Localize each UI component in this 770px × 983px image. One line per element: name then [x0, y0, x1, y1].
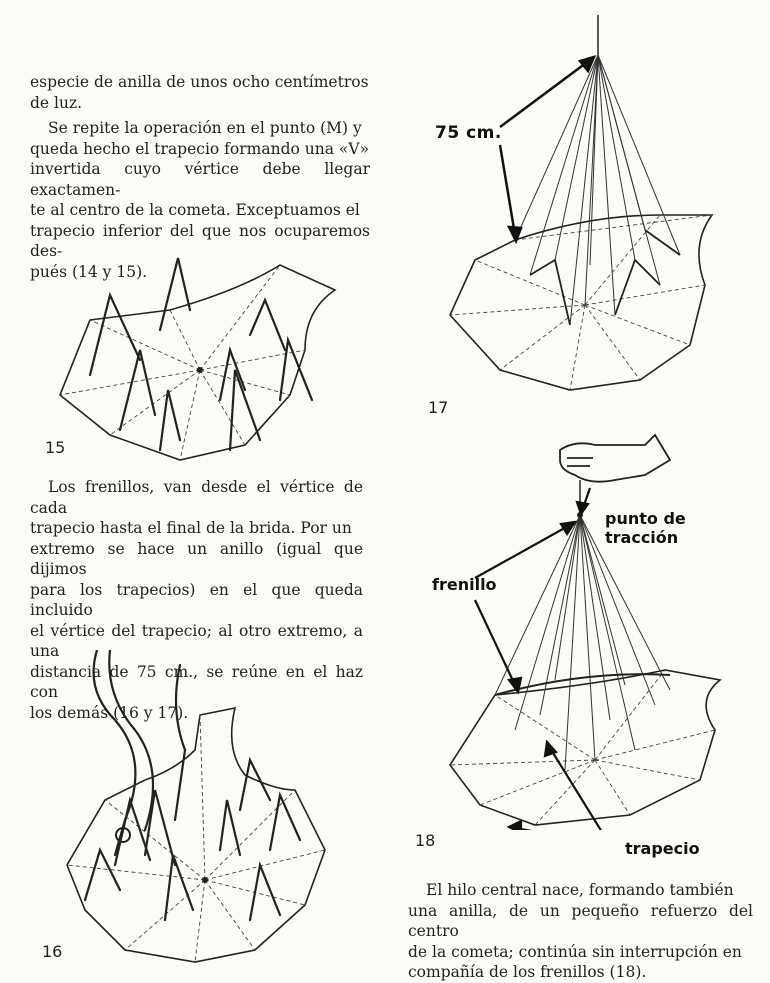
- text-line: el vértice del trapecio; al otro extremo, a una: [30, 621, 363, 660]
- text-line: para los trapecios) en el que queda incluido: [30, 580, 363, 619]
- text-line: una anilla, de un pequeño refuerzo del centro: [408, 901, 753, 940]
- figure-16-illustration: [55, 650, 345, 970]
- text-line: especie de anilla de unos ocho centímetros: [30, 73, 369, 91]
- text-line: invertida cuyo vértice debe llegar exactamen-: [30, 160, 370, 199]
- label-traccion: tracción: [605, 528, 679, 547]
- text-line: de la cometa; continúa sin interrupción en: [408, 942, 742, 961]
- figure-17-illustration: [420, 15, 730, 395]
- figure-17-number: 17: [428, 398, 449, 417]
- text-line: trapecio inferior del que nos ocuparemos des-: [30, 221, 370, 260]
- text-line: queda hecho el trapecio formando una «V»: [30, 139, 370, 158]
- text-line: Los frenillos, van desde el vértice de cada: [30, 478, 363, 517]
- kite-trapezes-drawing: [50, 250, 340, 465]
- figure-16-number: 16: [42, 942, 63, 961]
- label-frenillo: frenillo: [432, 575, 497, 594]
- paragraph-hilo-central: [408, 880, 753, 983]
- text-line: te al centro de la cometa. Exceptuamos el: [30, 201, 360, 219]
- text-line: extremo se hace un anillo (igual que dijimos: [30, 539, 363, 578]
- text-line: los demás (16 y 17).: [30, 703, 189, 722]
- text-line: distancia de 75 cm., se reúne en el haz con: [30, 662, 363, 701]
- label-punto-de: punto de: [605, 509, 686, 528]
- text-line: compañía de los frenillos (18).: [408, 963, 647, 981]
- label-75cm: 75 cm.: [435, 123, 502, 143]
- figure-15-illustration: [50, 250, 340, 465]
- paragraph-anilla: [30, 72, 370, 113]
- kite-bridle-lines-drawing: [55, 650, 345, 970]
- hand-drawing: [560, 435, 670, 482]
- kite-bridle-75cm-drawing: [420, 15, 730, 395]
- label-trapecio: trapecio: [625, 839, 700, 858]
- text-line: de luz.: [30, 93, 83, 112]
- text-line: trapecio hasta el final de la brida. Por un: [30, 519, 352, 537]
- figure-18-illustration: [415, 430, 745, 830]
- kite-pull-point-drawing: [415, 430, 745, 830]
- text-line: pués (14 y 15).: [30, 262, 148, 281]
- text-line: El hilo central nace, formando también: [426, 881, 734, 899]
- figure-18-number: 18: [415, 831, 436, 850]
- text-line: Se repite la operación en el punto (M) y: [48, 119, 362, 137]
- figure-15-number: 15: [45, 438, 66, 457]
